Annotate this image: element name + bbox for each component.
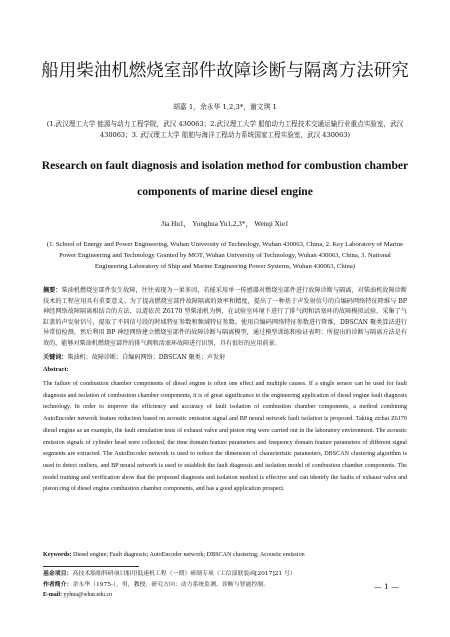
footnote-email-text: yyhua@whut.edu.cn — [63, 592, 113, 598]
abstract-cn-text: 柴油机燃烧室部件发生故障，往往表现为一果多因，若能采用单一传感器对燃烧室部件进行故障诊断与隔离，对柴油机故障诊断技术的工程应用具有重要意义。为了提高燃烧室部件故障隔离的效率和精度，提出了一种基于声发射信号的自编码网络特征降维与 BP 神经网络故障隔离相结合的方法，以道依茨 Z6170 型柴油机为例，在试验室环境下进行了排气阀和活塞环的故障模拟试验，采集了气缸盖的声发射信号，提取了不同信号段的时域特征参数和频域特征参数。使用自编码网络特征参数进行降维，DBSCAN 聚类算法进行异常值检测，然后利用 BP 神经网络建立燃烧室部件的故障诊断与隔离模型，通过模型训练和验证表明：所提出的诊断与隔离方法是有效的，能够对柴油机燃烧室部件的排气阀和活塞环故障进行识别，具有很好的应用前景。 — [43, 287, 408, 347]
keywords-cn — [43, 352, 407, 361]
footnote-author-text: 余永华（1975-），男，教授，研究方向：动力系统监测、诊断与智能控制。 — [72, 582, 270, 588]
footnote-author-label: 作者简介： — [43, 581, 73, 588]
affiliation-cn: (1.武汉理工大学 能源与动力工程学院，武汉 430063；2.武汉理工大学 船舶动力工程技术交通运输行业重点实验室，武汉 430063；3. 武汉理工大学 船舶与海洋工程动力系统国家工程实验室，武汉 430063) — [46, 120, 404, 139]
page-number: — 1 — — [374, 582, 399, 591]
abstract-en: The failure of combustion chamber components of diesel engine is often one effect and multiple causes. If a single sensor can be used for fault diagnosis and isolation of combustion chamber components, it is of great significance to the engineering application of diesel engine fault diagnosis technology. In order to improve the efficiency and accuracy of fault isolation of combustion chamber components, a method combining AutoEncoder network feature reduction based on acoustic emission signal and BP neural network fault isolation is proposed. Taking zichai Z6170 diesel engine as an example, the fault simulation tests of exhaust valve and piston ring were carried out in the laboratory environment. The acoustic emission signals of cylinder head were collected, the time domain feature parameters and frequency domain feature parameters of different signal segments are extracted. The AutoEncoder network is used to reduce the dimension of characteristic parameters, DBSCAN clustering algorithm is used to detect outliers, and BP neural network is used to establish the fault diagnosis and isolation model of combustion chamber components. The model training and verification show that the proposed diagnosis and isolation method is effective and can identify the faults of exhaust valve and piston ring of diesel engine combustion chamber components, and has a good application prospect. — [43, 381, 407, 493]
footnote-fund-label: 基金项目： — [43, 570, 73, 577]
footnote-email-label: E-mail: — [43, 592, 62, 598]
abstract-cn-label: 摘要： — [43, 287, 62, 294]
authors-cn: 胡嘉 1，余永华 1,2,3*，谢文琪 1 — [173, 103, 277, 111]
affiliation-en: (1. School of Energy and Power Engineering, Wuhan University of Technology, Wuhan 430063, China, 2. Key Laboratory of Marine Power Engineering and Technology Granted by MOT, Wuhan University of Technology, Wuhan 430063, China, 3. National Engineering Laboratory of Ship and Marine Engineering Power Systems, Wuhan 430063, China) — [46, 241, 404, 270]
footnote-rule — [43, 566, 139, 567]
keywords-en-text: Diesel engine; Fault diagnosis; AutoEncoder network; DBSCAN clustering; Acoustic emission — [72, 552, 305, 558]
abstract-cn — [43, 286, 407, 350]
keywords-en — [43, 552, 407, 558]
title-cn: 船用柴油机燃烧室部件故障诊断与隔离方法研究 — [41, 61, 409, 81]
footnote-fund — [43, 569, 413, 579]
keywords-en-label: Keywords: — [43, 552, 72, 558]
authors-en: Jia Hu1， Yonghua Yu1,2,3*， Wenqi Xie1 — [161, 220, 289, 228]
footnote-email — [43, 591, 413, 600]
footnote-fund-text: 高技术船舶科研项目船用低速机工程（一期）研制专项（工信部联装函[2017]21 号） — [72, 571, 296, 577]
abstract-en-label: Abstract: — [43, 366, 69, 373]
keywords-cn-text: 柴油机；故障诊断；自编码网络；DBSCAN 聚类；声发射 — [67, 354, 226, 361]
keywords-cn-label: 关键词： — [43, 354, 68, 361]
footnote-author — [43, 580, 413, 590]
title-en: Research on fault diagnosis and isolation method for combustion chamber components of marine diesel engine — [41, 159, 409, 198]
